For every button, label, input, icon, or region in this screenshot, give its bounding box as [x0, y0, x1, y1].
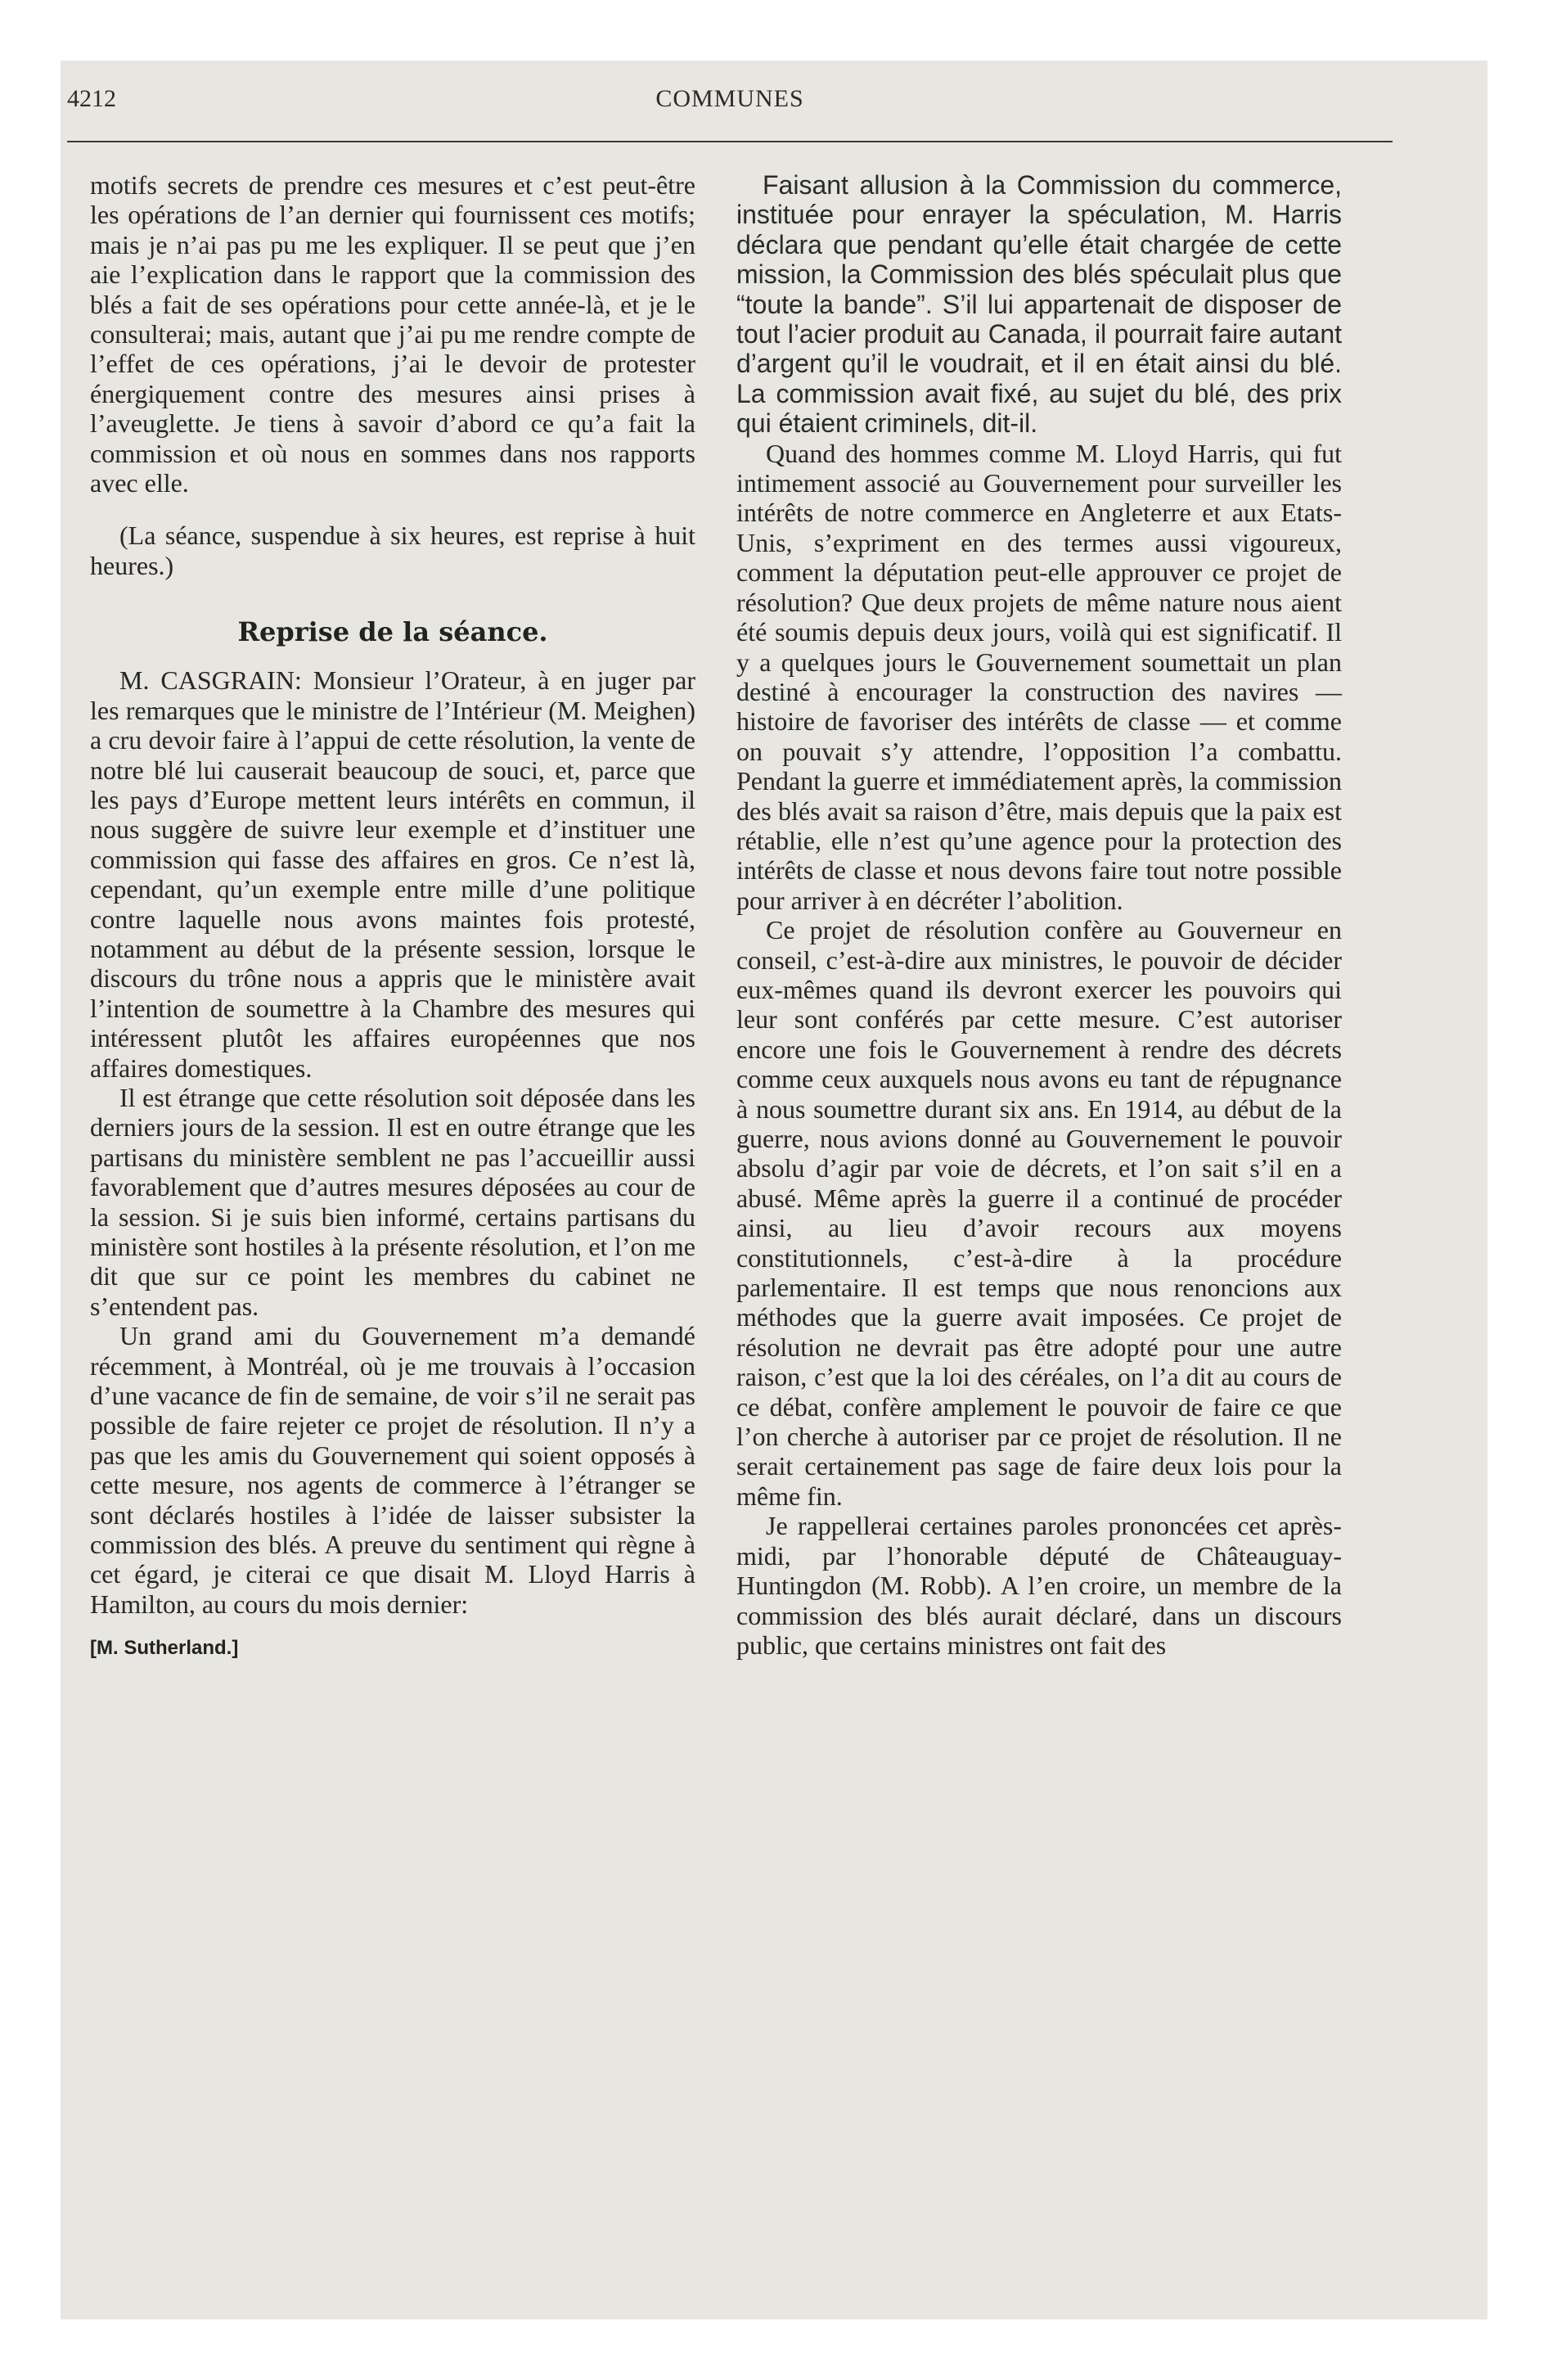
- speaker-footer: [M. Sutherland.]: [90, 1637, 239, 1660]
- paragraph: M. CASGRAIN: Monsieur l’Orateur, à en juger par les remarques que le ministre de l’Intérieur (M. Meighen) a cru devoir faire à l’appui de cette résolution, la vente de notre blé lui causerait beaucoup de souci, et, parce que les pays d’Europe mettent leurs intérêts en commun, il nous suggère de suivre leur exemple et d’instituer une commission qui fasse des affaires en gros. Ce n’est là, cependant, qu’un exemple entre mille d’une politique contre laquelle nous avons maintes fois protesté, notamment au début de la présente session, lorsque le discours du trône nous a appris que le ministère avait l’intention de soumettre à la Chambre des mesures qui intéressent plutôt les affaires européennes que nos affaires domestiques.: [90, 665, 695, 1083]
- paragraph: Il est étrange que cette résolution soit déposée dans les derniers jours de la session. Il est en outre étrange que les partisans du ministère semblent ne pas l’accueillir aussi favorablement que d’autres mesures déposées au cour de la session. Si je suis bien informé, certains partisans du ministère sont hostiles à la présente résolution, et l’on me dit que sur ce point les membres du cabinet ne s’entendent pas.: [90, 1082, 695, 1321]
- paragraph: motifs secrets de prendre ces mesures et c’est peut-être les opérations de l’an dernier qui fournissent ces motifs; mais je n’ai pas pu me les expliquer. Il se peut que j’en aie l’explication dans le rapport que la commission des blés a fait de ses opérations pour cette année-là, et je le consulterai; mais, autant que j’ai pu me rendre compte de l’effet de ces opérations, j’ai le devoir de protester énergiquement contre des mesures ainsi prises à l’aveuglette. Je tiens à savoir d’abord ce qu’a fait la commission et où nous en sommes dans nos rapports avec elle.: [90, 170, 695, 498]
- paragraph: Un grand ami du Gouvernement m’a demandé récemment, à Montréal, où je me trouvais à l’occasion d’une vacance de fin de semaine, de voir s’il ne serait pas possible de faire rejeter ce projet de résolution. Il n’y a pas que les amis du Gouvernement qui soient opposés à cette mesure, nos agents de commerce à l’étranger se sont déclarés hostiles à l’idée de laisser subsister la commission des blés. A preuve du sentiment qui règne à cet égard, je citerai ce que disait M. Lloyd Harris à Hamilton, au cours du mois dernier:: [90, 1321, 695, 1619]
- paragraph: Quand des hommes comme M. Lloyd Harris, qui fut intimement associé au Gouvernement pour surveiller les intérêts de notre commerce en Angleterre et aux Etats-Unis, s’expriment en des termes aussi vigoureux, comment la députation peut-elle approuver ce projet de résolution? Que deux projets de même nature nous aient été soumis depuis deux jours, voilà qui est significatif. Il y a quelques jours le Gouvernement soumettait un plan destiné à encourager la construction des navires — histoire de favoriser des intérêts de classe — et comme on pouvait s’y attendre, l’opposition l’a combattu. Pendant la guerre et immédiatement après, la commission des blés avait sa raison d’être, mais depuis que la paix est rétablie, elle n’est qu’une agence pour la protection des intérêts de classe et nous devons faire tout notre possible pour arriver à en décréter l’abolition.: [736, 438, 1342, 915]
- section-heading: Reprise de la séance.: [237, 616, 548, 648]
- right-column: [736, 170, 1342, 1660]
- left-column: [90, 170, 695, 1660]
- header-rule: [67, 141, 1393, 142]
- page-number: 4212: [67, 85, 116, 112]
- session-note: (La séance, suspendue à six heures, est reprise à huit heures.): [90, 521, 695, 580]
- running-title: COMMUNES: [655, 85, 804, 112]
- paragraph: Ce projet de résolution confère au Gouverneur en conseil, c’est-à-dire aux ministres, le pouvoir de décider eux-mêmes quand ils devront exercer les pouvoirs qui leur sont conférés par cette mesure. C’est autoriser encore une fois le Gouvernement à rendre des décrets comme ceux auxquels nous avons eu tant de répugnance à nous soumettre durant six ans. En 1914, au début de la guerre, nous avions donné au Gouvernement le pouvoir absolu d’agir par voie de décrets, et l’on sait s’il en a abusé. Même après la guerre il a continué de procéder ainsi, au lieu d’avoir recours aux moyens constitutionnels, c’est-à-dire à la procédure parlementaire. Il est temps que nous renoncions aux méthodes que la guerre avait imposées. Ce projet de résolution ne devrait pas être adopté pour une autre raison, c’est que la loi des céréales, on l’a dit au cours de ce débat, confère amplement le pouvoir de faire ce que l’on cherche à autoriser par ce projet de résolution. Il ne serait certainement pas sage de faire deux lois pour la même fin.: [736, 915, 1342, 1511]
- page-header: [67, 85, 1393, 118]
- quoted-passage: Faisant allusion à la Commission du commerce, instituée pour enrayer la spéculation, M. Harris déclara que pendant qu’elle était chargée de cette mission, la Commission des blés spéculait plus que “toute la bande”. S’il lui appartenait de disposer de tout l’acier produit au Canada, il pourrait faire autant d’argent qu’il le voudrait, et il en était ainsi du blé. La commission avait fixé, au sujet du blé, des prix qui étaient criminels, dit-il.: [736, 170, 1342, 439]
- paragraph: Je rappellerai certaines paroles prononcées cet après-midi, par l’honorable député de Châteauguay-Huntingdon (M. Robb). A l’en croire, un membre de la commission des blés aurait déclaré, dans un discours public, que certains ministres ont fait des: [736, 1511, 1342, 1660]
